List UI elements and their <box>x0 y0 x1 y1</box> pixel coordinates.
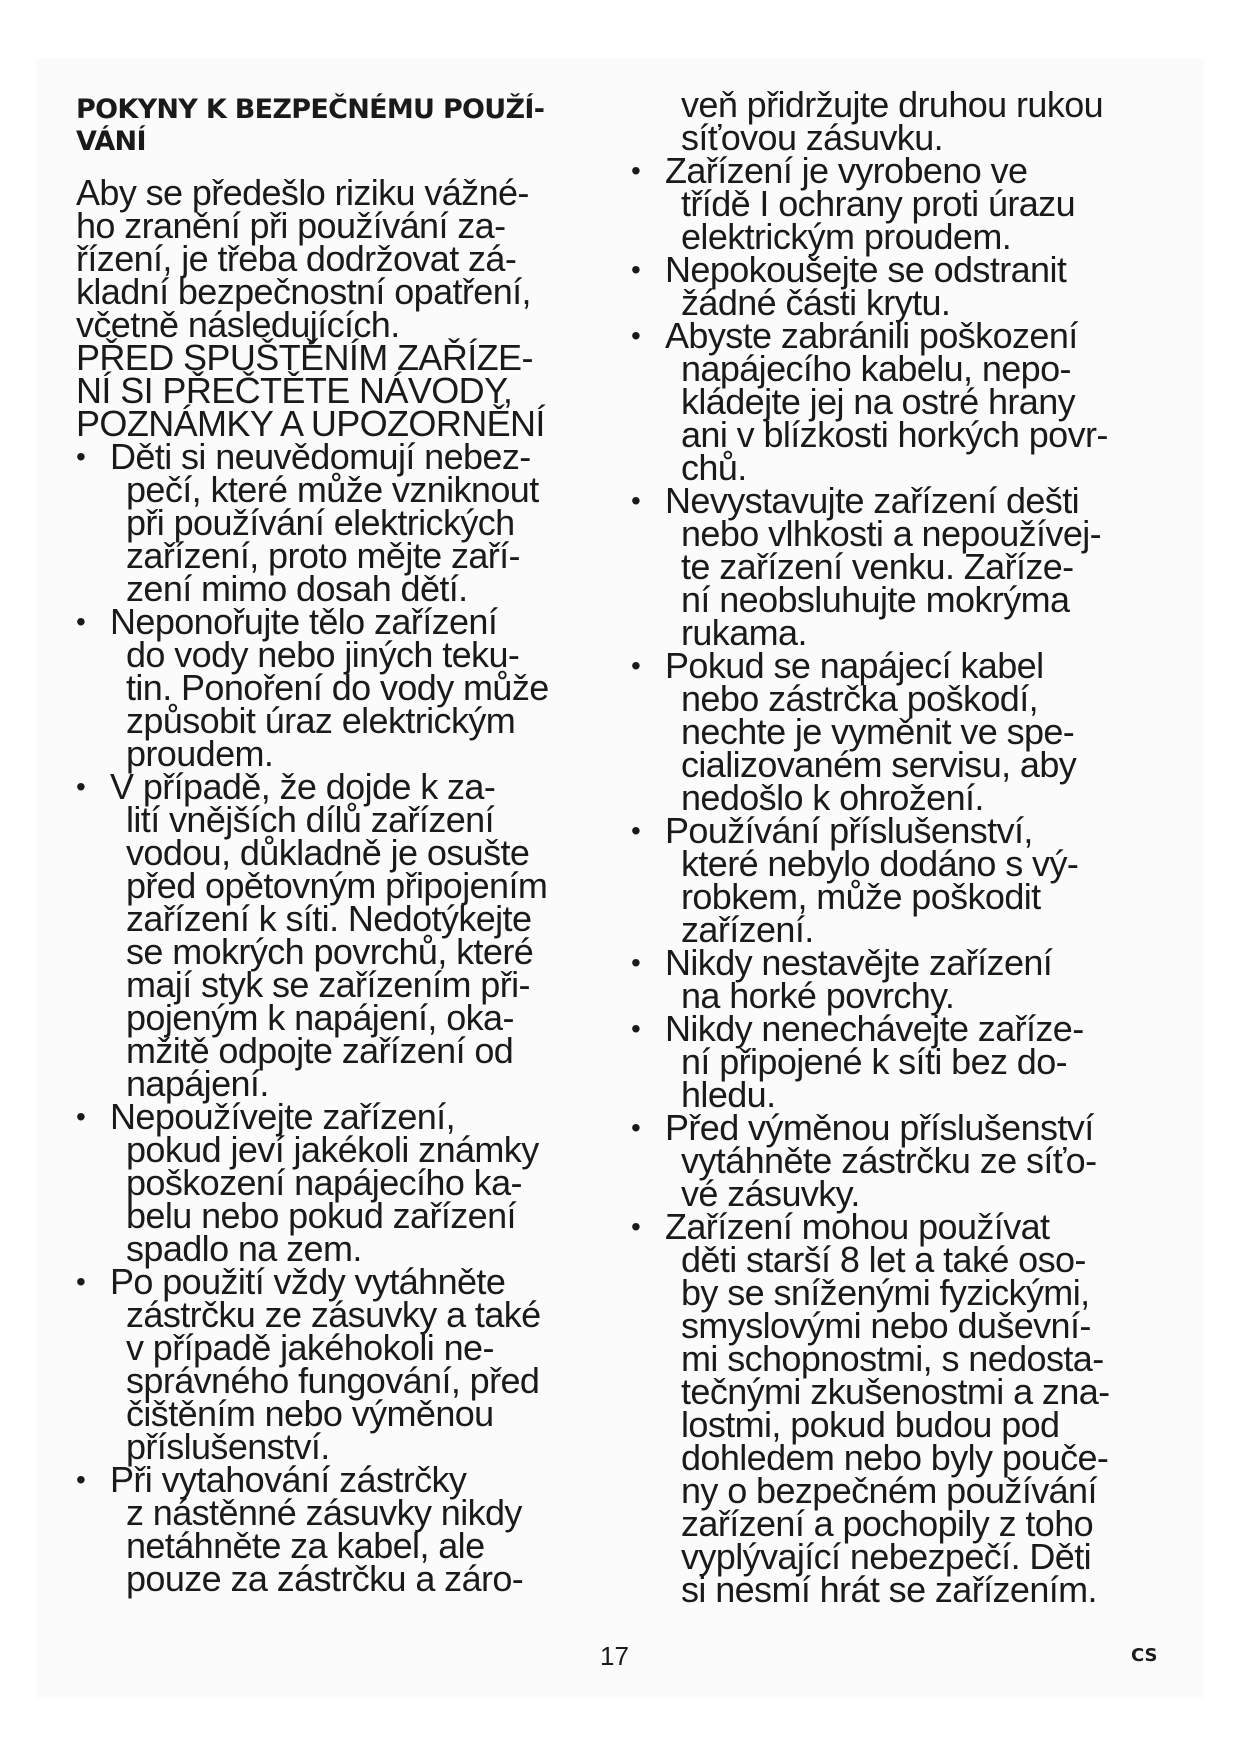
bullet-item <box>631 1008 1176 1115</box>
bullet-line: způsobit úraz elektrickým <box>126 700 516 741</box>
bullet-line: zařízení a pochopily z toho <box>681 1503 1094 1544</box>
right-bullet-list <box>631 150 1176 1610</box>
bullet-line: hledu. <box>681 1074 776 1115</box>
bullet-line: v případě jakéhokoli ne- <box>126 1327 494 1368</box>
left-bullet-list <box>76 436 606 1599</box>
bullet-line: nedošlo k ohrožení. <box>681 777 984 818</box>
bullet-line: ani v blízkosti horkých povr- <box>681 414 1108 455</box>
warning-line: POZNÁMKY A UPOZORNĚNÍ <box>76 403 545 444</box>
bullet-line: netáhněte za kabel, ale <box>126 1525 485 1566</box>
bullet-item <box>631 315 1176 488</box>
bullet-line: robkem, může poškodit <box>681 876 1041 917</box>
bullet-line: Nepokoušejte se odstranit <box>665 249 1067 290</box>
bullet-line: kládejte jej na ostré hrany <box>681 381 1076 422</box>
bullet-line: Zařízení je vyrobeno ve <box>665 150 1028 191</box>
bullet-line: tečnými zkušenostmi a zna- <box>681 1371 1110 1412</box>
bullet-dot: • <box>76 1101 86 1132</box>
bullet-line: pojeným k napájení, oka- <box>126 997 514 1038</box>
bullet-line: žádné části krytu. <box>681 282 951 323</box>
bullet-dot: • <box>631 320 641 351</box>
bullet-line: vytáhněte zástrčku ze síťo- <box>681 1140 1097 1181</box>
heading-line: VÁNÍ <box>76 126 146 157</box>
bullet-line: nebo zástrčka poškodí, <box>681 678 1039 719</box>
bullet-line: Pokud se napájecí kabel <box>665 645 1044 686</box>
section-heading <box>76 94 606 158</box>
bullet-line: Nevystavujte zařízení dešti <box>665 480 1079 521</box>
warning-line: PŘED SPUŠTĚNÍM ZAŘÍZE- <box>76 337 533 378</box>
bullet-dot: • <box>76 606 86 637</box>
bullet-line: Nikdy nestavějte zařízení <box>665 942 1053 983</box>
bullet-line: by se sníženými fyzickými, <box>681 1272 1090 1313</box>
bullet-item <box>631 810 1176 950</box>
bullet-dot: • <box>631 485 641 516</box>
bullet-line: Neponořujte tělo zařízení <box>110 601 498 642</box>
bullet-item <box>631 249 1176 323</box>
intro-line: kladní bezpečnostní opatření, <box>76 271 531 312</box>
bullet-line: proudem. <box>126 733 274 774</box>
bullet-line: elektrickým proudem. <box>681 216 1012 257</box>
bullet-dot: • <box>631 650 641 681</box>
bullet-dot: • <box>76 1266 86 1297</box>
bullet-line: se mokrých povrchů, které <box>126 931 534 972</box>
continued-line: veň přidržujte druhou rukou <box>681 84 1104 125</box>
warning-line: NÍ SI PŘEČTĚTE NÁVODY, <box>76 370 513 411</box>
bullet-line: te zařízení venku. Zaříze- <box>681 546 1074 587</box>
bullet-line: lostmi, pokud budou pod <box>681 1404 1060 1445</box>
bullet-line: mi schopnostmi, s nedosta- <box>681 1338 1104 1379</box>
bullet-line: zení mimo dosah dětí. <box>126 568 468 609</box>
bullet-item <box>631 645 1176 818</box>
bullet-line: děti starší 8 let a také oso- <box>681 1239 1086 1280</box>
bullet-line: z nástěnné zásuvky nikdy <box>126 1492 522 1533</box>
bullet-line: Zařízení mohou používat <box>665 1206 1050 1247</box>
bullet-line: Před výměnou příslušenství <box>665 1107 1094 1148</box>
bullet-line: vodou, důkladně je osušte <box>126 832 530 873</box>
bullet-line: do vody nebo jiných teku- <box>126 634 520 675</box>
bullet-line: spadlo na zem. <box>126 1228 362 1269</box>
bullet-dot: • <box>631 1211 641 1242</box>
bullet-line: poškození napájecího ka- <box>126 1162 522 1203</box>
bullet-line: Po použití vždy vytáhněte <box>110 1261 506 1302</box>
bullet-dot: • <box>631 155 641 186</box>
bullet-line: zařízení. <box>681 909 814 950</box>
bullet-dot: • <box>631 947 641 978</box>
page-number: 17 <box>600 1641 629 1671</box>
bullet-item <box>76 766 606 1104</box>
bullet-item <box>631 1206 1176 1610</box>
right-column <box>631 84 1176 1610</box>
bullet-item <box>76 1096 606 1269</box>
bullet-line: smyslovými nebo duševní- <box>681 1305 1091 1346</box>
bullet-line: zařízení k síti. Nedotýkejte <box>126 898 532 939</box>
warning-paragraph <box>76 337 606 444</box>
bullet-dot: • <box>76 441 86 472</box>
bullet-line: při používání elektrických <box>126 502 515 543</box>
continued-line: síťovou zásuvku. <box>681 117 944 158</box>
bullet-line: ní neobsluhujte mokrýma <box>681 579 1070 620</box>
bullet-item <box>76 601 606 774</box>
bullet-dot: • <box>631 815 641 846</box>
bullet-line: Abyste zabránili poškození <box>665 315 1078 356</box>
heading-line: POKYNY K BEZPEČNÉMU POUŽÍ- <box>76 94 545 125</box>
bullet-line: mají styk se zařízením při- <box>126 964 530 1005</box>
bullet-item <box>76 1261 606 1467</box>
bullet-line: vyplývající nebezpečí. Děti <box>681 1536 1091 1577</box>
bullet-line: Děti si neuvědomují nebez- <box>110 436 531 477</box>
intro-line: ho zranění při používání za- <box>76 205 506 246</box>
bullet-line: zástrčku ze zásuvky a také <box>126 1294 541 1335</box>
bullet-item <box>76 1459 606 1599</box>
bullet-line: dohledem nebo byly pouče- <box>681 1437 1109 1478</box>
bullet-dot: • <box>631 254 641 285</box>
bullet-item <box>76 436 606 609</box>
bullet-line: na horké povrchy. <box>681 975 955 1016</box>
bullet-line: si nesmí hrát se zařízením. <box>681 1569 1097 1610</box>
bullet-line: mžitě odpojte zařízení od <box>126 1030 514 1071</box>
intro-line: včetně následujících. <box>76 304 400 345</box>
bullet-line: rukama. <box>681 612 807 653</box>
bullet-line: napájecího kabelu, nepo- <box>681 348 1071 389</box>
bullet-line: příslušenství. <box>126 1426 330 1467</box>
bullet-line: tin. Ponoření do vody může <box>126 667 549 708</box>
bullet-line: V případě, že dojde k za- <box>110 766 496 807</box>
bullet-line: chů. <box>681 447 747 488</box>
bullet-line: belu nebo pokud zařízení <box>126 1195 516 1236</box>
bullet-item <box>631 942 1176 1016</box>
bullet-line: Nikdy nenechávejte zaříze- <box>665 1008 1084 1049</box>
intro-paragraph <box>76 172 606 345</box>
bullet-line: nechte je vyměnit ve spe- <box>681 711 1075 752</box>
bullet-line: ny o bezpečném používání <box>681 1470 1097 1511</box>
bullet-item <box>631 480 1176 653</box>
bullet-line: nebo vlhkosti a nepoužívej- <box>681 513 1102 554</box>
bullet-line: lití vnějších dílů zařízení <box>126 799 494 840</box>
language-code: CS <box>1131 1645 1158 1666</box>
bullet-dot: • <box>631 1013 641 1044</box>
bullet-line: správného fungování, před <box>126 1360 540 1401</box>
bullet-line: Při vytahování zástrčky <box>110 1459 467 1500</box>
bullet-line: před opětovným připojením <box>126 865 548 906</box>
bullet-line: třídě I ochrany proti úrazu <box>681 183 1076 224</box>
intro-line: řízení, je třeba dodržovat zá- <box>76 238 517 279</box>
bullet-line: které nebylo dodáno s vý- <box>681 843 1079 884</box>
bullet-line: Nepoužívejte zařízení, <box>110 1096 455 1137</box>
bullet-line: Používání příslušenství, <box>665 810 1033 851</box>
bullet-line: pouze za zástrčku a záro- <box>126 1558 524 1599</box>
bullet-dot: • <box>76 1464 86 1495</box>
bullet-dot: • <box>631 1112 641 1143</box>
bullet-line: pokud jeví jakékoli známky <box>126 1129 539 1170</box>
continued-bullet-text <box>631 84 1176 158</box>
bullet-line: cializovaném servisu, aby <box>681 744 1077 785</box>
bullet-line: vé zásuvky. <box>681 1173 860 1214</box>
left-column <box>76 94 606 1599</box>
bullet-item <box>631 150 1176 257</box>
bullet-line: zařízení, proto mějte zaří- <box>126 535 520 576</box>
intro-line: Aby se předešlo riziku vážné- <box>76 172 529 213</box>
bullet-line: ní připojené k síti bez do- <box>681 1041 1068 1082</box>
bullet-item <box>631 1107 1176 1214</box>
bullet-line: pečí, které může vzniknout <box>126 469 539 510</box>
bullet-line: napájení. <box>126 1063 269 1104</box>
bullet-line: čištěním nebo výměnou <box>126 1393 494 1434</box>
bullet-dot: • <box>76 771 86 802</box>
